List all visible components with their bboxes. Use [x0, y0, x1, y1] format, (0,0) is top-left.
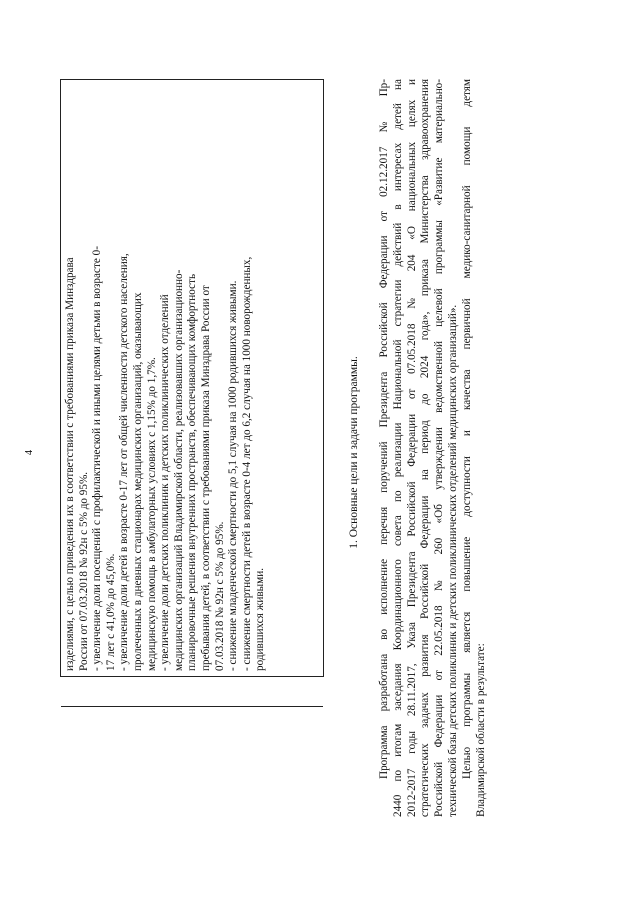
body-line: стратегических задачах развития Российской Федерации на период до 2024 года», приказа Министерства здравоохранения [419, 79, 432, 817]
section-heading: 1. Основные цели и задачи программы. [348, 356, 360, 549]
body-line: 2012-2017 годы 28.11.2017, Указа Президента Российской Федерации от 07.05.2018 № 204 «О национальных целях и [405, 79, 418, 817]
goals-table [60, 79, 324, 677]
table-cell-line: пролеченных в дневных стационарах медицинских организаций, оказывающих [131, 292, 144, 671]
table-cell-line: изделиями, с целью приведения их в соответствии с требованиями приказа Минздрава [64, 257, 76, 671]
body-line: Целью программы является повышение доступности и качества первичной медико-санитарной помощи детям [460, 79, 473, 779]
table-cell-line: медицинских организаций Владимирской области, реализовавших организационно- [172, 269, 185, 671]
table-cell-line: пребывания детей, в соответствии с требованиями приказа Минздрава России от [199, 285, 212, 671]
table-cell-line: медицинскую помощь в амбулаторных условиях с 1,15% до 1,7%. [145, 357, 158, 671]
table-right-border [61, 79, 323, 80]
table-column-divider [61, 676, 323, 677]
body-line: 2440 по итогам заседания Координационного совета по реализации Национальной стратегии действий в интересах детей на [391, 79, 404, 817]
body-line: Российской Федерации от 22.05.2018 № 260 «Об утверждении ведомственной целевой программы «Развитие материально- [433, 79, 446, 817]
table-cell-line: родившихся живыми. [254, 568, 267, 671]
table-cell-line: России от 07.03.2018 № 92н с 5% до 95%. [77, 471, 90, 671]
body-line: Программа разработана во исполнение перечня поручений Президента Российской Федерации от 02.12.2017 № Пр- [378, 79, 390, 779]
body-line: технической базы детских поликлиник и детских поликлинических отделений медицинских организаций». [446, 304, 459, 817]
body-line: Владимирской области в результате: [474, 643, 487, 817]
page-number: 4 [24, 449, 35, 456]
table-cell-line: - увеличение доли детских поликлиник и детских поликлинических отделений [159, 294, 172, 671]
table-cell-line: - увеличение доли посещений с профилактической и иными целями детьми в возрасте 0- [91, 246, 104, 671]
table-cell-expected-results [64, 87, 268, 671]
table-cell-line: 07.03.2018 № 92н с 5% до 95%. [213, 521, 226, 671]
table-cell-line: - снижение смертности детей в возрасте 0-4 лет до 6,2 случая на 1000 новорожденных, [240, 256, 253, 671]
body-text [378, 79, 488, 817]
table-cell-line: 17 лет с 41,0% до 45,0%. [104, 553, 117, 671]
table-cell-line: - снижение младенческой смертности до 5,1 случая на 1000 родившихся живыми. [227, 280, 240, 671]
table-cell-line: планировочные решения внутренних пространств, обеспечивающих комфортность [186, 273, 199, 671]
table-label-column [61, 676, 323, 707]
table-cell-line: - увеличение доли детей в возрасте 0-17 лет от общей численности детского населения, [118, 253, 131, 671]
